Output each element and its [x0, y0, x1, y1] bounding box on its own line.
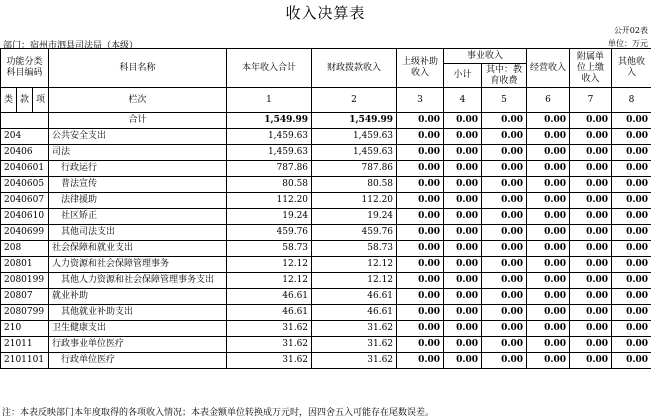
header-other: 其他收入 [612, 49, 651, 88]
row-value: 12.12 [312, 273, 397, 289]
row-value: 0.00 [444, 321, 482, 337]
row-value: 46.61 [227, 289, 312, 305]
row-subject-name: 社会保障和就业支出 [49, 241, 227, 257]
row-value: 0.00 [570, 353, 612, 369]
table-row [1, 129, 651, 145]
row-value: 0.00 [482, 145, 527, 161]
row-code: 208 [1, 241, 49, 257]
row-value: 0.00 [397, 289, 444, 305]
row-subject-name: 社区矫正 [49, 209, 227, 225]
row-value: 0.00 [612, 289, 651, 305]
row-code: 2101101 [1, 353, 49, 369]
row-subject-name: 法律援助 [49, 193, 227, 209]
column-number: 5 [482, 88, 527, 113]
page-title: 收入决算表 [285, 4, 366, 22]
row-value: 0.00 [570, 337, 612, 353]
row-value: 0.00 [570, 241, 612, 257]
row-value: 0.00 [444, 145, 482, 161]
row-value: 0.00 [482, 353, 527, 369]
row-value: 0.00 [570, 193, 612, 209]
row-value: 0.00 [527, 209, 570, 225]
row-value: 0.00 [397, 145, 444, 161]
table-row [1, 177, 651, 193]
row-value: 0.00 [397, 241, 444, 257]
row-subject-name: 行政运行 [49, 161, 227, 177]
row-value: 0.00 [482, 273, 527, 289]
column-number: 7 [570, 88, 612, 113]
total-value: 0.00 [527, 113, 570, 129]
row-value: 0.00 [612, 177, 651, 193]
row-subject-name: 其他人力资源和社会保障管理事务支出 [49, 273, 227, 289]
total-code-cell [1, 113, 49, 129]
column-number: 2 [312, 88, 397, 113]
row-value: 0.00 [527, 289, 570, 305]
row-value: 0.00 [570, 129, 612, 145]
table-row [1, 337, 651, 353]
row-code: 210 [1, 321, 49, 337]
header-subject-name: 科目名称 [49, 49, 227, 88]
row-value: 0.00 [527, 193, 570, 209]
row-value: 0.00 [397, 161, 444, 177]
form-code: 公开02表 [613, 26, 648, 35]
row-subject-name: 卫生健康支出 [49, 321, 227, 337]
row-value: 0.00 [570, 321, 612, 337]
row-code: 2040601 [1, 161, 49, 177]
table-row [1, 161, 651, 177]
unit-label: 单位：万元 [608, 39, 648, 48]
row-subject-name: 普法宣传 [49, 177, 227, 193]
row-value: 0.00 [397, 321, 444, 337]
row-code: 204 [1, 129, 49, 145]
header-func-xiang: 项 [33, 88, 49, 113]
row-code: 20807 [1, 289, 49, 305]
row-value: 1,459.63 [312, 129, 397, 145]
row-subject-name: 人力资源和社会保障管理事务 [49, 257, 227, 273]
row-code: 20801 [1, 257, 49, 273]
row-value: 19.24 [227, 209, 312, 225]
total-value: 0.00 [612, 113, 651, 129]
total-row [1, 113, 651, 129]
row-value: 0.00 [482, 321, 527, 337]
row-subject-name: 司法 [49, 145, 227, 161]
row-value: 0.00 [527, 129, 570, 145]
total-value: 0.00 [397, 113, 444, 129]
row-value: 0.00 [570, 225, 612, 241]
header-total-income: 本年收入合计 [227, 49, 312, 88]
total-value: 0.00 [570, 113, 612, 129]
row-value: 0.00 [444, 209, 482, 225]
row-value: 0.00 [570, 209, 612, 225]
header-func-code: 功能分类科目编码 [1, 49, 49, 88]
row-value: 0.00 [482, 193, 527, 209]
row-value: 80.58 [227, 177, 312, 193]
row-value: 46.61 [312, 305, 397, 321]
row-value: 0.00 [612, 337, 651, 353]
row-value: 0.00 [444, 241, 482, 257]
row-value: 31.62 [312, 337, 397, 353]
row-value: 0.00 [397, 225, 444, 241]
row-subject-name: 就业补助 [49, 289, 227, 305]
row-value: 0.00 [527, 353, 570, 369]
row-value: 0.00 [570, 305, 612, 321]
row-value: 0.00 [397, 337, 444, 353]
table-row [1, 209, 651, 225]
row-code: 2040699 [1, 225, 49, 241]
row-code: 2080199 [1, 273, 49, 289]
row-value: 0.00 [482, 337, 527, 353]
row-value: 0.00 [482, 177, 527, 193]
row-value: 0.00 [482, 241, 527, 257]
column-number: 6 [527, 88, 570, 113]
header-row-1 [1, 49, 651, 64]
row-value: 0.00 [527, 305, 570, 321]
row-value: 0.00 [444, 337, 482, 353]
column-number-row [1, 88, 651, 113]
row-value: 0.00 [612, 225, 651, 241]
row-value: 0.00 [527, 257, 570, 273]
row-value: 0.00 [397, 353, 444, 369]
row-value: 0.00 [482, 209, 527, 225]
row-value: 80.58 [312, 177, 397, 193]
row-subject-name: 其他就业补助支出 [49, 305, 227, 321]
table-row [1, 321, 651, 337]
row-value: 12.12 [312, 257, 397, 273]
table-row [1, 193, 651, 209]
row-value: 0.00 [397, 129, 444, 145]
row-subject-name: 行政事业单位医疗 [49, 337, 227, 353]
header-func-kuan: 款 [17, 88, 33, 113]
row-value: 58.73 [312, 241, 397, 257]
footnote: 注：本表反映部门本年度取得的各项收入情况；本表金额单位转换成万元时，因四舍五入可能存在尾数误差。 [2, 408, 435, 418]
row-value: 0.00 [570, 273, 612, 289]
row-value: 0.00 [444, 225, 482, 241]
row-value: 0.00 [570, 145, 612, 161]
row-subject-name: 公共安全支出 [49, 129, 227, 145]
row-value: 12.12 [227, 273, 312, 289]
row-value: 0.00 [527, 241, 570, 257]
column-number: 4 [444, 88, 482, 113]
header-business-subtotal: 小计 [444, 64, 482, 88]
row-value: 787.86 [227, 161, 312, 177]
row-value: 0.00 [444, 257, 482, 273]
row-value: 0.00 [482, 257, 527, 273]
row-value: 31.62 [227, 353, 312, 369]
row-value: 0.00 [482, 305, 527, 321]
row-value: 459.76 [227, 225, 312, 241]
row-subject-name: 行政单位医疗 [49, 353, 227, 369]
row-value: 12.12 [227, 257, 312, 273]
row-value: 0.00 [612, 241, 651, 257]
row-value: 31.62 [312, 353, 397, 369]
row-value: 1,459.63 [227, 129, 312, 145]
row-code: 2040610 [1, 209, 49, 225]
row-value: 0.00 [527, 337, 570, 353]
table-row [1, 353, 651, 369]
table-row [1, 225, 651, 241]
header-affiliated: 附属单位上缴收入 [570, 49, 612, 88]
row-value: 0.00 [527, 145, 570, 161]
row-value: 0.00 [397, 305, 444, 321]
row-value: 0.00 [527, 225, 570, 241]
header-superior: 上级补助收入 [397, 49, 444, 88]
row-value: 46.61 [312, 289, 397, 305]
row-value: 0.00 [612, 209, 651, 225]
row-value: 0.00 [527, 273, 570, 289]
row-value: 0.00 [397, 209, 444, 225]
row-value: 112.20 [312, 193, 397, 209]
income-table [0, 48, 651, 369]
row-value: 31.62 [227, 337, 312, 353]
row-value: 0.00 [527, 177, 570, 193]
row-value: 0.00 [482, 129, 527, 145]
row-value: 787.86 [312, 161, 397, 177]
table-row [1, 273, 651, 289]
row-value: 0.00 [444, 129, 482, 145]
row-code: 20406 [1, 145, 49, 161]
header-operating: 经营收入 [527, 49, 570, 88]
table-row [1, 257, 651, 273]
row-value: 0.00 [612, 273, 651, 289]
row-value: 0.00 [612, 193, 651, 209]
row-value: 112.20 [227, 193, 312, 209]
row-value: 0.00 [612, 321, 651, 337]
row-code: 2040605 [1, 177, 49, 193]
row-value: 0.00 [444, 289, 482, 305]
department-label: 部门：宿州市泗县司法局（本级） [3, 41, 139, 51]
row-value: 1,459.63 [312, 145, 397, 161]
total-label: 合计 [49, 113, 227, 129]
header-business-edu: 其中：教育收费 [482, 64, 527, 88]
row-value: 1,459.63 [227, 145, 312, 161]
row-value: 0.00 [570, 257, 612, 273]
total-value: 0.00 [444, 113, 482, 129]
row-value: 46.61 [227, 305, 312, 321]
header-business: 事业收入 [444, 49, 527, 64]
row-value: 0.00 [570, 161, 612, 177]
row-value: 31.62 [312, 321, 397, 337]
row-value: 0.00 [397, 177, 444, 193]
row-value: 459.76 [312, 225, 397, 241]
header-func-lei: 类 [1, 88, 17, 113]
row-value: 58.73 [227, 241, 312, 257]
total-value: 0.00 [482, 113, 527, 129]
row-value: 0.00 [444, 161, 482, 177]
row-value: 0.00 [444, 353, 482, 369]
table-row [1, 305, 651, 321]
total-value: 1,549.99 [227, 113, 312, 129]
row-value: 0.00 [444, 305, 482, 321]
column-number: 1 [227, 88, 312, 113]
total-value: 1,549.99 [312, 113, 397, 129]
row-value: 0.00 [482, 225, 527, 241]
row-value: 31.62 [227, 321, 312, 337]
row-value: 0.00 [482, 289, 527, 305]
row-code: 2080799 [1, 305, 49, 321]
row-value: 0.00 [444, 273, 482, 289]
row-value: 0.00 [444, 177, 482, 193]
row-value: 0.00 [612, 353, 651, 369]
header-fiscal: 财政拨款收入 [312, 49, 397, 88]
column-label: 栏次 [49, 88, 227, 113]
row-value: 0.00 [444, 193, 482, 209]
column-number: 8 [612, 88, 651, 113]
row-code: 2040607 [1, 193, 49, 209]
row-value: 0.00 [527, 321, 570, 337]
table-row [1, 289, 651, 305]
row-value: 0.00 [527, 161, 570, 177]
table-row [1, 145, 651, 161]
row-value: 0.00 [612, 161, 651, 177]
row-value: 0.00 [612, 129, 651, 145]
row-code: 21011 [1, 337, 49, 353]
row-value: 0.00 [482, 161, 527, 177]
column-number: 3 [397, 88, 444, 113]
row-value: 0.00 [397, 193, 444, 209]
row-subject-name: 其他司法支出 [49, 225, 227, 241]
row-value: 0.00 [612, 305, 651, 321]
row-value: 0.00 [570, 177, 612, 193]
row-value: 0.00 [612, 257, 651, 273]
row-value: 0.00 [612, 145, 651, 161]
row-value: 0.00 [570, 289, 612, 305]
table-row [1, 241, 651, 257]
row-value: 0.00 [397, 273, 444, 289]
row-value: 19.24 [312, 209, 397, 225]
row-value: 0.00 [397, 257, 444, 273]
